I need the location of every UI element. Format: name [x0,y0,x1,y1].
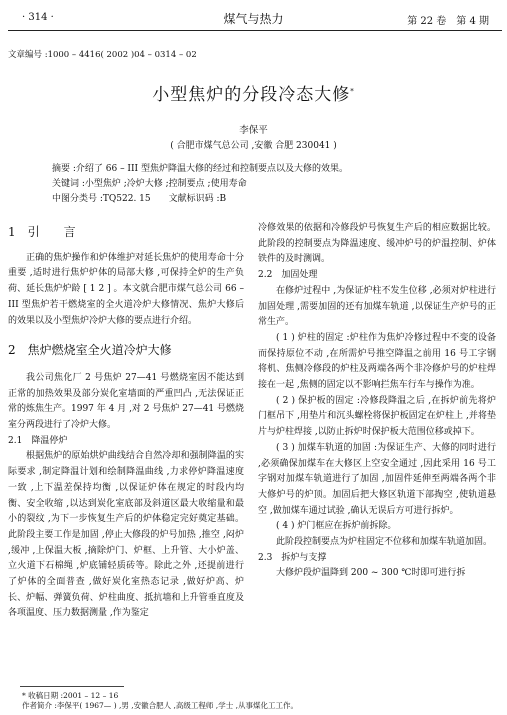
affiliation: ( 合肥市煤气总公司 ,安徽 合肥 230041 ) [170,141,337,151]
paper-title: 小型焦炉的分段冷态大修* [152,85,355,105]
list-item-4-note: 此阶段控制要点为炉柱固定不位移和加煤车轨道加固。 [276,537,493,548]
right-column [258,221,496,582]
subsection-2-1-paragraph: 根据焦炉的原始烘炉曲线结合自然冷却和强制降温的实际要求 ,制定降温计划和绘制降温曲线 ,力求停炉降温速度一致 ,上下温差保持均衡 ,以保证炉体在规定的时段内均衡、安全收缩 ,以达到炭化室底部及斜道区最大收缩量和最小的裂纹 ,为下一步恢复生产后的炉体稳定完好奠定基础。此阶段主要工作是加固 ,停止大修段的炉号加热 ,推空 ,闷炉 ,缓冲 ,上保温大板 ,摘除炉门、炉框、上升管、大小炉盖、立火道下石棉绳 ,炉底铺轻质砖等。除此之外 ,还提前进行了炉体的全面普查 ,做好炭化室热态记录 ,做好炉高、炉长、炉幅、弹簧负荷、炉柱曲度、抵抗墙和上升管垂直度及各项温度、压力数据测量 ,作为鉴定 [8,451,244,619]
journal-title: 煤气与热力 [223,12,284,26]
subsection-2-3-title: 2.3 拆炉与支撑 [258,552,327,563]
footnote-rule [20,686,124,687]
subsection-2-2-title: 2.2 加固处理 [258,270,318,281]
subsection-2-1-title: 2.1 降温停炉 [8,435,68,446]
subsection-2-2-paragraph: 在修炉过程中 ,为保证炉柱不发生位移 ,必须对炉柱进行加固处理 ,需要加固的还有加煤车轨道 ,以保证生产炉号的正常生产。 [258,285,496,328]
section-1-paragraph: 正确的焦炉操作和炉体维护对延长焦炉的使用寿命十分重要 ,适时进行焦炉炉体的局部大修 ,可保持全炉的生产负荷、延长焦炉炉龄 [ 1 2 ] 。本文就合肥市煤气总公司 66 – III 型焦炉若干燃烧室的全火道冷炉大修情况、焦炉大修后的效果以及小型焦炉冷炉大修的要点进行介绍。 [8,252,244,326]
left-column [8,221,244,622]
footnote-author-bio: 作者简介 :李保平( 1967— ) ,男 ,安徽合肥人 ,高级工程师 ,学士 ,从事煤化工工作。 [22,701,298,710]
list-item-1: ( 1 ) 炉柱的固定 :炉柱作为焦炉冷修过程中不变的设备而保持原位不动 ,在所需炉号推空降温之前用 16 号工字钢将机、焦侧冷修段的炉柱及两端各两个非冷修炉号的炉柱焊接在一起 ,焦侧的固定以不影响拦焦车行车与操作为准。 [258,332,496,391]
title-footnote-mark: * [350,87,355,96]
abstract-classification: 中图分类号 :TQ522. 15 文献标识码 :B [52,194,227,204]
abstract-summary: 摘要 :介绍了 66 – III 型焦炉降温大修的经过和控制要点以及大修的效果。 [52,164,348,174]
list-item-2: ( 2 ) 保护板的固定 :冷修段降温之后 ,在拆炉前先将炉门框吊下 ,用垫片和沉头螺栓将保护板固定在炉柱上 ,并将垫片与炉柱焊接 ,以防止拆炉时保护板大范围位移或掉下。 [258,395,496,438]
subsection-2-3-paragraph: 大修炉段炉温降到 200 ~ 300 ℃时即可进行拆 [276,568,466,579]
continued-paragraph: 冷修效果的依据和冷修段炉号恢复生产后的相应数据比较。此阶段的控制要点为降温速度、缓冲炉号的炉温控制、炉体铁件的及时测调。 [258,223,496,265]
list-item-4: ( 4 ) 炉门框应在拆炉前拆除。 [276,521,397,532]
section-2-title: 2 焦炉燃烧室全火道冷炉大修 [8,343,172,358]
author: 李保平 [239,125,268,136]
section-1-title: 1 引 言 [8,225,76,239]
volume-issue: 第 22 卷 第 4 期 [407,16,489,27]
list-item-3: ( 3 ) 加煤车轨道的加固 :为保证生产、大修的同时进行 ,必须确保加煤车在大修区上空安全通过 ,因此采用 16 号工字钢对加煤车轨道进行了加固 ,加固件延伸至两端各两个非大修炉号的炉顶。加固后把大修区轨道下部掏空 ,使轨道悬空 ,做加煤车通过试验 ,确认无误后方可进行拆炉。 [258,442,496,516]
footnote-received: * 收稿日期 :2001 – 12 – 16 [22,691,119,700]
article-number: 文章编号 :1000 – 4416( 2002 )04 – 0314 – 02 [8,50,197,60]
abstract-keywords: 关键词 :小型焦炉 ;冷炉大修 ;控制要点 ;使用寿命 [52,179,247,189]
section-2-paragraph: 我公司焦化厂 2 号焦炉 27—41 号燃烧室因不能达到正常的加热效果及部分炭化室墙面的严重凹凸 ,无法保证正常的炼焦生产。1997 年 4 月 ,对 2 号焦炉 27—41 号燃烧室分两段进行了冷炉大修。 [8,372,245,431]
header-rule [8,30,502,31]
page-number: · 314 · [22,12,54,23]
